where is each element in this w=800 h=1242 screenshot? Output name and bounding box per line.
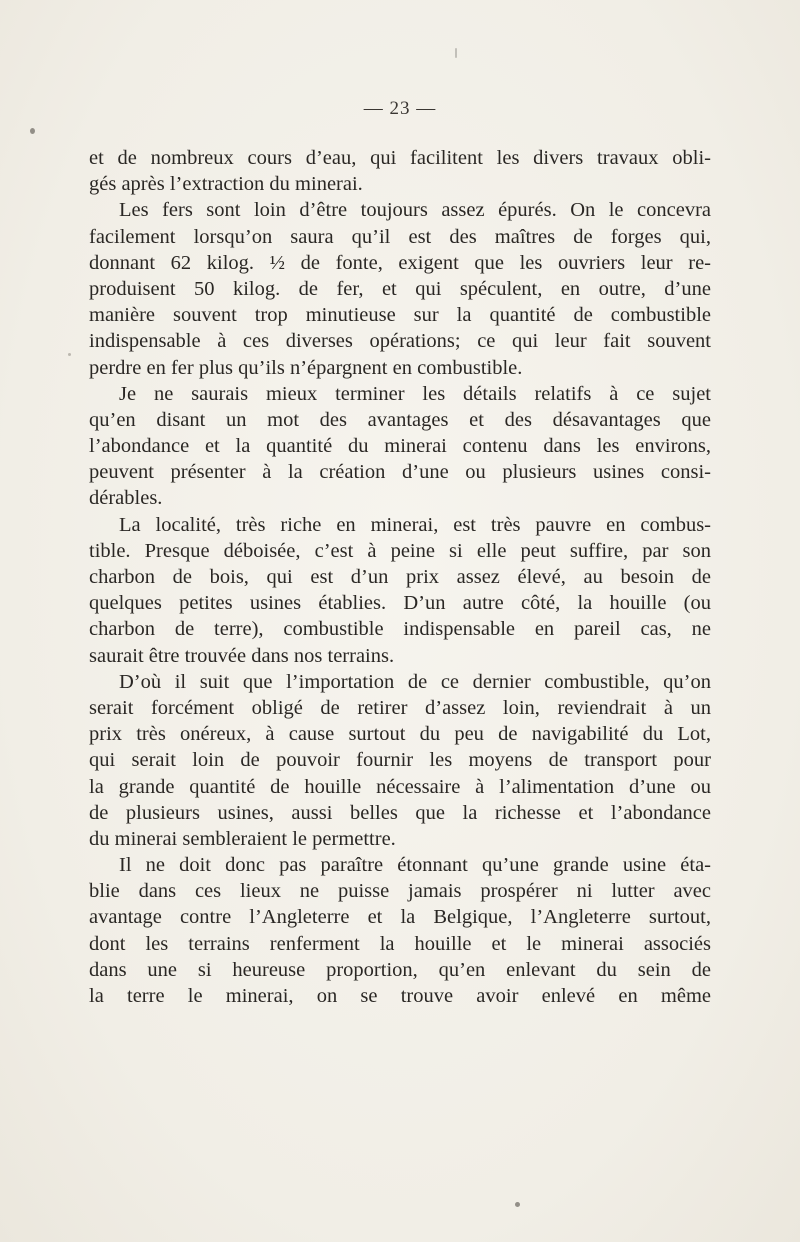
text-line: la terre le minerai, on se trouve avoir enlevé en même (89, 985, 711, 1007)
text-line: qu’en disant un mot des avantages et des désavantages que (89, 408, 711, 431)
text-line: serait forcément obligé de retirer d’assez loin, reviendrait à un (89, 696, 711, 719)
paper-speck (30, 128, 35, 134)
text-line: prix très onéreux, à cause surtout du peu de navigabilité du Lot, (89, 723, 711, 746)
text-line: blie dans ces lieux ne puisse jamais prospérer ni lutter avec (89, 880, 711, 903)
text-line: l’abondance et la quantité du minerai contenu dans les environs, (89, 435, 711, 458)
text-line: charbon de bois, qui est d’un prix assez élevé, au besoin de (89, 566, 711, 588)
page-number: — 23 — (363, 98, 437, 119)
text-line: avantage contre l’Angleterre et la Belgique, l’Angleterre surtout, (89, 906, 711, 929)
text-line: produisent 50 kilog. de fer, et qui spéculent, en outre, d’une (89, 277, 711, 300)
body-text (89, 145, 711, 1009)
text-line: Les fers sont loin d’être toujours assez épurés. On le concevra (119, 199, 711, 222)
paragraph-5 (89, 669, 711, 852)
paragraph-4 (89, 512, 711, 669)
text-line: dont les terrains renferment la houille et le minerai associés (89, 932, 711, 955)
text-line: et de nombreux cours d’eau, qui facilitent les divers travaux obli- (89, 147, 711, 169)
text-line: du minerai sembleraient le permettre. (89, 827, 396, 850)
text-line: saurait être trouvée dans nos terrains. (89, 644, 395, 667)
text-line: la grande quantité de houille nécessaire à l’alimentation d’une ou (89, 775, 711, 798)
text-line: quelques petites usines établies. D’un autre côté, la houille (ou (89, 592, 711, 615)
text-line: tible. Presque déboisée, c’est à peine si elle peut suffire, par son (89, 539, 711, 562)
paper-speck (455, 48, 457, 58)
paragraph-6 (89, 852, 711, 1009)
text-line: manière souvent trop minutieuse sur la quantité de combustible (89, 304, 711, 327)
paragraph-2 (89, 197, 711, 380)
text-line: D’où il suit que l’importation de ce dernier combustible, qu’on (119, 670, 711, 693)
text-line: charbon de terre), combustible indispensable en pareil cas, ne (89, 618, 711, 641)
text-line: dans une si heureuse proportion, qu’en enlevant du sein de (89, 958, 711, 981)
text-line: donnant 62 kilog. ½ de fonte, exigent que les ouvriers leur re- (89, 251, 711, 274)
text-line: de plusieurs usines, aussi belles que la richesse et l’abondance (89, 801, 711, 824)
text-line: dérables. (89, 487, 163, 510)
text-line: indispensable à ces diverses opérations; ce qui leur fait souvent (89, 330, 711, 353)
text-line: gés après l’extraction du minerai. (89, 173, 363, 196)
paragraph-1 (89, 145, 711, 197)
text-line: facilement lorsqu’on saura qu’il est des maîtres de forges qui, (89, 225, 711, 248)
paper-speck (515, 1202, 520, 1207)
text-line: qui serait loin de pouvoir fournir les moyens de transport pour (89, 749, 711, 772)
text-line: Il ne doit donc pas paraître étonnant qu’une grande usine éta- (119, 854, 711, 877)
text-line: La localité, très riche en minerai, est très pauvre en combus- (119, 513, 711, 536)
text-line: peuvent présenter à la création d’une ou plusieurs usines consi- (89, 461, 711, 484)
text-line: perdre en fer plus qu’ils n’épargnent en combustible. (89, 356, 523, 379)
text-line: Je ne saurais mieux terminer les détails relatifs à ce sujet (119, 382, 711, 405)
paragraph-3 (89, 381, 711, 512)
paper-speck (68, 353, 71, 356)
